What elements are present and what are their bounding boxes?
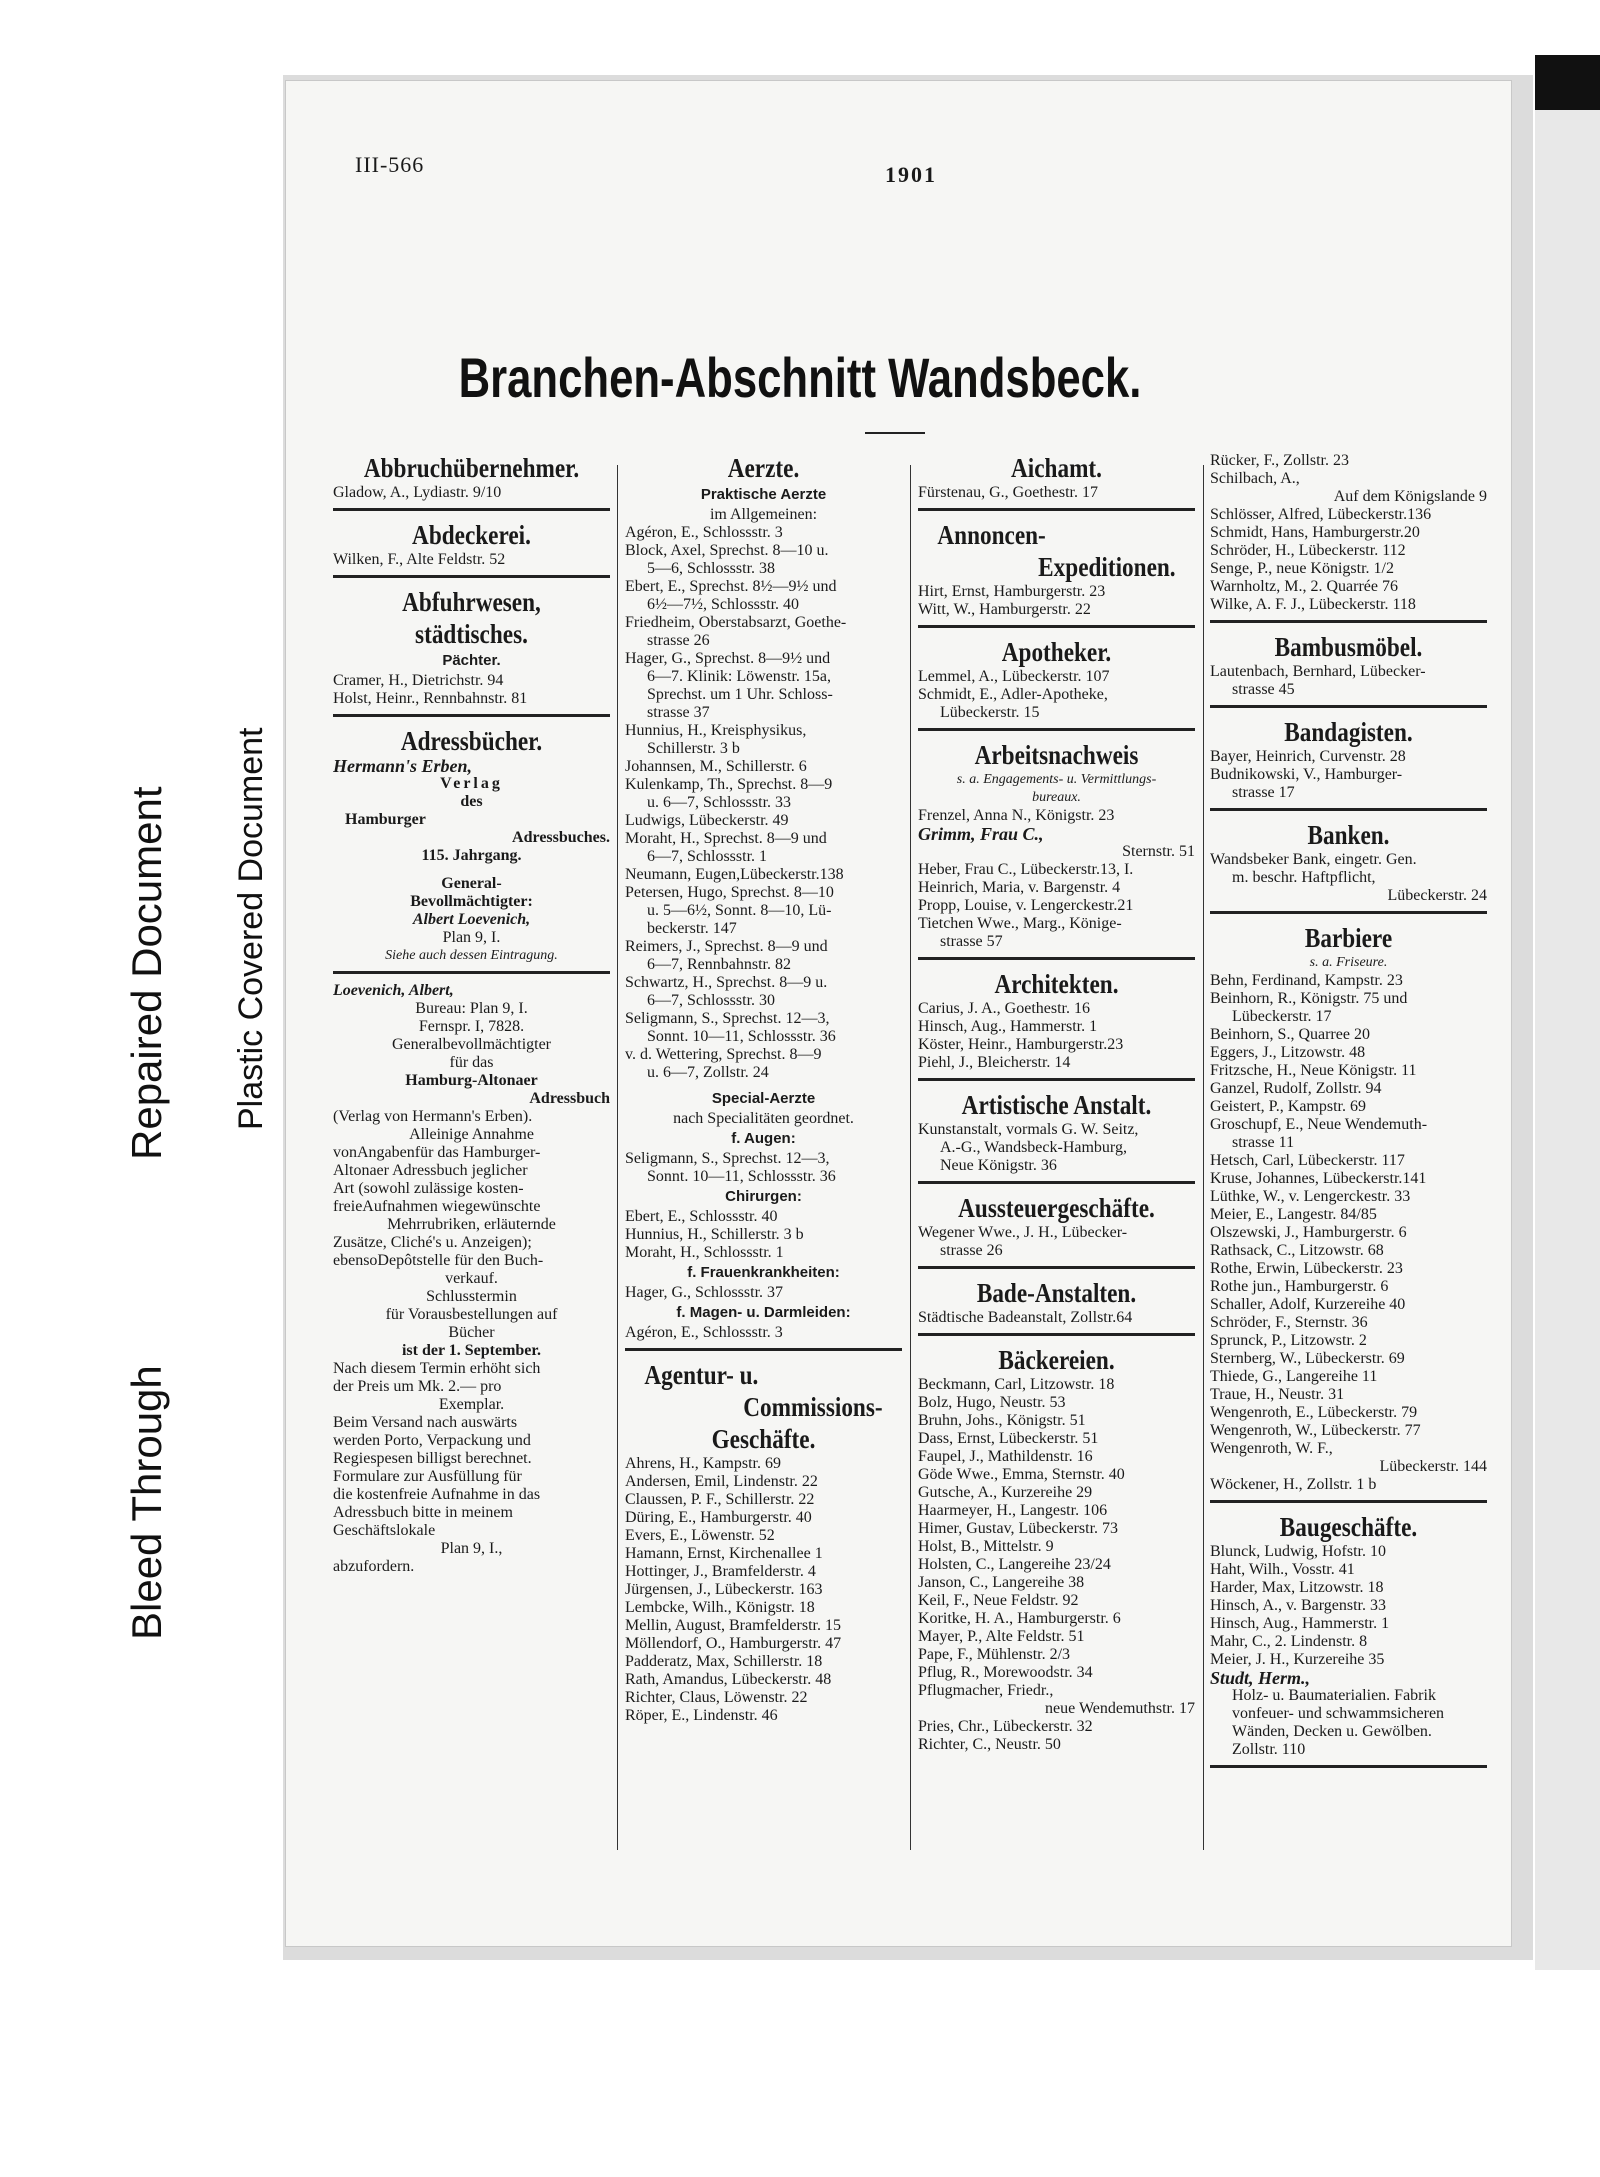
ad-line: Fernspr. I, 7828.: [418, 1018, 525, 1035]
section-heading: Abfuhrwesen,: [402, 587, 541, 617]
ad-note: Siehe auch dessen Eintragung.: [385, 948, 558, 963]
repaired-document-label: Repaired Document: [123, 786, 170, 1160]
entry: Harder, Max, Litzowstr. 18: [1210, 1579, 1384, 1596]
entry: 6—7, Rennbahnstr. 82: [647, 956, 791, 973]
ad-line: vonAngabenfür das Hamburger-: [333, 1144, 541, 1161]
entry: Wegener Wwe., J. H., Lübecker-: [918, 1224, 1128, 1241]
entry: Janson, C., Langereihe 38: [918, 1574, 1085, 1591]
ad-line: 115. Jahrgang.: [421, 847, 522, 864]
entry: Dass, Ernst, Lübeckerstr. 51: [918, 1430, 1099, 1447]
section-note: s. a. Friseure.: [1309, 955, 1388, 970]
entry: Senge, P., neue Königstr. 1/2: [1210, 560, 1394, 577]
page-title: Branchen-Abschnitt Wandsbeck.: [458, 346, 1142, 409]
ad-line: Regiespesen billigst berechnet.: [333, 1450, 532, 1467]
entry: A.-G., Wandsbeck-Hamburg,: [940, 1139, 1127, 1156]
entry: Lübeckerstr. 15: [940, 704, 1040, 721]
section-heading: Bambusmöbel.: [1274, 632, 1423, 662]
entry: Köster, Heinr., Hamburgerstr.23: [918, 1036, 1124, 1053]
ad-line: verkauf.: [445, 1270, 498, 1287]
entry: Agéron, E., Schlossstr. 3: [625, 1324, 783, 1341]
entry: Pflug, R., Morewoodstr. 34: [918, 1664, 1093, 1681]
entry: Pflugmacher, Friedr.,: [918, 1682, 1054, 1699]
subheading-note: nach Specialitäten geordnet.: [673, 1110, 854, 1127]
entry: u. 6—7, Zollstr. 24: [647, 1064, 769, 1081]
entry: Wilken, F., Alte Feldstr. 52: [333, 551, 506, 568]
entry: Haarmeyer, H., Langestr. 106: [918, 1502, 1108, 1519]
entry: Rücker, F., Zollstr. 23: [1210, 452, 1349, 469]
section-rule: [333, 971, 610, 974]
ad-line: ebensoDepôtstelle für den Buch-: [333, 1252, 544, 1269]
entry: Möllendorf, O., Hamburgerstr. 47: [625, 1635, 842, 1652]
entry: Olszewski, J., Hamburgerstr. 6: [1210, 1224, 1407, 1241]
entry: Faupel, J., Mathildenstr. 16: [918, 1448, 1093, 1465]
entry: Gladow, A., Lydiastr. 9/10: [333, 484, 502, 501]
entry: Propp, Louise, v. Lengerckestr.21: [918, 897, 1134, 914]
entry: Pries, Chr., Lübeckerstr. 32: [918, 1718, 1093, 1735]
entry: Ganzel, Rudolf, Zollstr. 94: [1210, 1080, 1382, 1097]
entry: strasse 11: [1232, 1134, 1295, 1151]
entry: Frenzel, Anna N., Königstr. 23: [918, 807, 1115, 824]
ad-line: Formulare zur Ausfüllung für: [333, 1468, 522, 1485]
entry: Ludwigs, Lübeckerstr. 49: [625, 812, 789, 829]
ad-line: Hamburger: [345, 811, 426, 828]
subheading-note: im Allgemeinen:: [709, 506, 818, 523]
entry: Sternberg, W., Lübeckerstr. 69: [1210, 1350, 1405, 1367]
ad-line: Albert Loevenich,: [412, 911, 531, 928]
section-note: s. a. Engagements- u. Vermittlungs-: [956, 772, 1157, 787]
entry: Holz- u. Baumaterialien. Fabrik: [1232, 1687, 1436, 1704]
entry: strasse 26: [647, 632, 710, 649]
section-rule: [333, 508, 610, 511]
entry: Wänden, Decken u. Gewölben.: [1232, 1723, 1432, 1740]
entry: Tietchen Wwe., Marg., Könige-: [918, 915, 1122, 932]
ad-line: Exemplar.: [438, 1396, 505, 1413]
entry: Hinsch, A., v. Bargenstr. 33: [1210, 1597, 1386, 1614]
entry: Meier, E., Langestr. 84/85: [1210, 1206, 1377, 1223]
entry: Ebert, E., Schlossstr. 40: [625, 1208, 778, 1225]
entry: Holst, Heinr., Rennbahnstr. 81: [333, 690, 528, 707]
entry: Groschupf, E., Neue Wendemuth-: [1210, 1116, 1428, 1133]
entry: Lübeckerstr. 144: [1379, 1458, 1487, 1475]
entry: Fürstenau, G., Goethestr. 17: [918, 484, 1098, 501]
entry: Johannsen, M., Schillerstr. 6: [625, 758, 807, 775]
bleed-through-label: Bleed Through: [123, 1365, 170, 1640]
entry: Sonnt. 10—11, Schlossstr. 36: [647, 1028, 836, 1045]
section-rule: [918, 508, 1195, 511]
entry: Wöckener, H., Zollstr. 1 b: [1210, 1476, 1377, 1493]
ad-line: Generalbevollmächtigter: [391, 1036, 552, 1053]
entry: Grimm, Frau C.,: [918, 824, 1044, 844]
section-heading: Aichamt.: [1011, 453, 1102, 483]
entry: Hirt, Ernst, Hamburgerstr. 23: [918, 583, 1106, 600]
title-rule: [865, 432, 925, 434]
subheading: f. Magen- u. Darmleiden:: [676, 1304, 851, 1321]
entry: Keil, F., Neue Feldstr. 92: [918, 1592, 1079, 1609]
entry: Städtische Badeanstalt, Zollstr.64: [918, 1309, 1133, 1326]
entry: Sprechst. um 1 Uhr. Schloss-: [647, 686, 833, 703]
entry: Sprunck, P., Litzowstr. 2: [1210, 1332, 1367, 1349]
entry: v. d. Wettering, Sprechst. 8—9: [625, 1046, 822, 1063]
ad-line: ist der 1. September.: [401, 1342, 542, 1359]
entry: Andersen, Emil, Lindenstr. 22: [625, 1473, 818, 1490]
ad-line: Adressbuch bitte in meinem: [333, 1504, 513, 1521]
page-number: III-566: [355, 152, 425, 177]
section-heading: Aussteuergeschäfte.: [958, 1193, 1155, 1223]
subheading: f. Augen:: [731, 1130, 796, 1147]
entry: Wilke, A. F. J., Lübeckerstr. 118: [1210, 596, 1416, 613]
section-heading: Adressbücher.: [400, 726, 543, 756]
entry: Hetsch, Carl, Lübeckerstr. 117: [1210, 1152, 1405, 1169]
subheading: Praktische Aerzte: [700, 486, 827, 503]
ad-line: Nach diesem Termin erhöht sich: [333, 1360, 541, 1377]
entry: Studt, Herm.,: [1210, 1668, 1311, 1688]
entry: 6½—7½, Schlossstr. 40: [647, 596, 800, 613]
entry: Heber, Frau C., Lübeckerstr.13, I.: [918, 861, 1134, 878]
section-rule: [1210, 911, 1487, 914]
entry: Claussen, P. F., Schillerstr. 22: [625, 1491, 815, 1508]
section-rule: [918, 1078, 1195, 1081]
ad-line: Bureau: Plan 9, I.: [415, 1000, 528, 1017]
entry: strasse 37: [647, 704, 710, 721]
entry: Seligmann, S., Sprechst. 12—3,: [625, 1150, 830, 1167]
entry: Schlösser, Alfred, Lübeckerstr.136: [1210, 506, 1432, 523]
section-rule: [918, 625, 1195, 628]
entry: Block, Axel, Sprechst. 8—10 u.: [625, 542, 829, 559]
entry: Piehl, J., Bleicherstr. 14: [918, 1054, 1071, 1071]
entry: Padderatz, Max, Schillerstr. 18: [625, 1653, 823, 1670]
entry: Budnikowski, V., Hamburger-: [1210, 766, 1403, 783]
ad-line: des: [460, 793, 483, 810]
entry: Richter, Claus, Löwenstr. 22: [625, 1689, 808, 1706]
entry: Bolz, Hugo, Neustr. 53: [918, 1394, 1066, 1411]
column-divider: [617, 465, 618, 1850]
entry: Haht, Wilh., Vosstr. 41: [1210, 1561, 1355, 1578]
entry: Warnholtz, M., 2. Quarrée 76: [1210, 578, 1398, 595]
entry: Neue Königstr. 36: [940, 1157, 1057, 1174]
entry: 6—7, Schlossstr. 30: [647, 992, 776, 1009]
entry: Bayer, Heinrich, Curvenstr. 28: [1210, 748, 1406, 765]
entry: Richter, C., Neustr. 50: [918, 1736, 1061, 1753]
entry: strasse 57: [940, 933, 1003, 950]
entry: Heinrich, Maria, v. Bargenstr. 4: [918, 879, 1121, 896]
entry: m. beschr. Haftpflicht,: [1232, 869, 1376, 886]
entry: 6—7, Schlossstr. 1: [647, 848, 768, 865]
entry: Ebert, E., Sprechst. 8½—9½ und: [625, 578, 837, 595]
entry: Rothe, Erwin, Lübeckerstr. 23: [1210, 1260, 1403, 1277]
entry: Beinhorn, R., Königstr. 75 und: [1210, 990, 1408, 1007]
entry: Koritke, H. A., Hamburgerstr. 6: [918, 1610, 1121, 1627]
entry: Eggers, J., Litzowstr. 48: [1210, 1044, 1366, 1061]
entry: Hinsch, Aug., Hammerstr. 1: [918, 1018, 1098, 1035]
entry: Carius, J. A., Goethestr. 16: [918, 1000, 1090, 1017]
section-heading: städtisches.: [415, 619, 528, 649]
ad-line: Beim Versand nach auswärts: [333, 1414, 518, 1431]
entry: Neumann, Eugen,Lübeckerstr.138: [625, 866, 844, 883]
section-heading: Agentur- u.: [644, 1360, 759, 1390]
entry: Düring, E., Hamburgerstr. 40: [625, 1509, 812, 1526]
ad-line: für Vorausbestellungen auf: [385, 1306, 558, 1323]
section-rule: [1210, 1765, 1487, 1768]
ad-line: (Verlag von Hermann's Erben).: [333, 1108, 533, 1125]
section-heading: Apotheker.: [1001, 637, 1112, 667]
entry: Auf dem Königslande 9: [1333, 488, 1487, 505]
entry: Kruse, Johannes, Lübeckerstr.141: [1210, 1170, 1427, 1187]
entry: Beinhorn, S., Quarree 20: [1210, 1026, 1370, 1043]
section-rule: [918, 957, 1195, 960]
entry: Sonnt. 10—11, Schlossstr. 36: [647, 1168, 836, 1185]
column-divider: [910, 465, 911, 1850]
section-rule: [918, 1266, 1195, 1269]
section-heading: Bäckereien.: [998, 1345, 1115, 1375]
column-3: [918, 452, 1195, 2092]
section-rule: [918, 1333, 1195, 1336]
entry: Behn, Ferdinand, Kampstr. 23: [1210, 972, 1403, 989]
entry: Lembcke, Wilh., Königstr. 18: [625, 1599, 815, 1616]
entry: Petersen, Hugo, Sprechst. 8—10: [625, 884, 834, 901]
entry: Mayer, P., Alte Feldstr. 51: [918, 1628, 1085, 1645]
entry: Schmidt, Hans, Hamburgerstr.20: [1210, 524, 1420, 541]
entry: u. 6—7, Schlossstr. 33: [647, 794, 792, 811]
entry: strasse 17: [1232, 784, 1295, 801]
entry: Hottinger, J., Bramfelderstr. 4: [625, 1563, 816, 1580]
subheading: Pächter.: [442, 652, 501, 669]
entry: Seligmann, S., Sprechst. 12—3,: [625, 1010, 830, 1027]
entry: Agéron, E., Schlossstr. 3: [625, 524, 783, 541]
entry: Moraht, H., Schlossstr. 1: [625, 1244, 784, 1261]
section-heading: Aerzte.: [727, 453, 800, 483]
section-heading: Banken.: [1307, 820, 1390, 850]
entry: Hager, G., Schlossstr. 37: [625, 1284, 784, 1301]
entry: beckerstr. 147: [647, 920, 737, 937]
ad-line: Verlag: [440, 775, 503, 792]
ad-line: Adressbuch: [529, 1090, 610, 1107]
entry: Schmidt, E., Adler-Apotheke,: [918, 686, 1108, 703]
entry: Fritzsche, H., Neue Königstr. 11: [1210, 1062, 1417, 1079]
entry: Schillerstr. 3 b: [647, 740, 740, 757]
section-rule: [1210, 808, 1487, 811]
entry: Hunnius, H., Kreisphysikus,: [625, 722, 807, 739]
section-heading: Abdeckerei.: [412, 520, 531, 550]
ad-line: Plan 9, I.,: [440, 1540, 503, 1557]
section-rule: [625, 1348, 902, 1351]
entry: Schwartz, H., Sprechst. 8—9 u.: [625, 974, 828, 991]
ad-line: werden Porto, Verpackung und: [333, 1432, 531, 1449]
section-rule: [918, 728, 1195, 731]
subheading: f. Frauenkrankheiten:: [687, 1264, 840, 1281]
entry: Rath, Amandus, Lübeckerstr. 48: [625, 1671, 832, 1688]
ad-line: Altonaer Adressbuch jeglicher: [333, 1162, 528, 1179]
entry: Evers, E., Löwenstr. 52: [625, 1527, 775, 1544]
entry: Schaller, Adolf, Kurzereihe 40: [1210, 1296, 1406, 1313]
section-heading: Bade-Anstalten.: [976, 1278, 1137, 1308]
column-divider: [1203, 465, 1204, 1850]
entry: Jürgensen, J., Lübeckerstr. 163: [625, 1581, 823, 1598]
column-1: [333, 452, 610, 2092]
ad-line: Art (sowohl zulässige kosten-: [333, 1180, 524, 1197]
ad-line: Zusätze, Cliché's u. Anzeigen);: [333, 1234, 532, 1251]
entry: Röper, E., Lindenstr. 46: [625, 1707, 778, 1724]
entry: Pape, F., Mühlenstr. 2/3: [918, 1646, 1071, 1663]
section-heading: Bandagisten.: [1284, 717, 1413, 747]
section-heading: Commissions-: [743, 1392, 883, 1422]
column-2: [625, 452, 902, 2092]
entry: Traue, H., Neustr. 31: [1210, 1386, 1345, 1403]
ad-line: Hermann's Erben,: [333, 756, 473, 776]
section-rule: [1210, 1500, 1487, 1503]
entry: Friedheim, Oberstabsarzt, Goethe-: [625, 614, 847, 631]
entry: Wengenroth, W., Lübeckerstr. 77: [1210, 1422, 1421, 1439]
section-rule: [918, 1181, 1195, 1184]
ad-line: der Preis um Mk. 2.— pro: [333, 1378, 502, 1395]
section-heading: Baugeschäfte.: [1279, 1512, 1418, 1542]
entry: Gutsche, A., Kurzereihe 29: [918, 1484, 1093, 1501]
entry: Reimers, J., Sprechst. 8—9 und: [625, 938, 828, 955]
page-year: 1901: [885, 162, 937, 187]
entry: Holsten, C., Langereihe 23/24: [918, 1556, 1111, 1573]
ad-line: Geschäftslokale: [333, 1522, 436, 1539]
entry: Mahr, C., 2. Lindenstr. 8: [1210, 1633, 1368, 1650]
entry: Moraht, H., Sprechst. 8—9 und: [625, 830, 827, 847]
section-heading: Expeditionen.: [1038, 552, 1176, 582]
entry: Himer, Gustav, Lübeckerstr. 73: [918, 1520, 1119, 1537]
ad-line: Loevenich, Albert,: [333, 982, 454, 999]
entry: Hunnius, H., Schillerstr. 3 b: [625, 1226, 804, 1243]
entry: Ahrens, H., Kampstr. 69: [625, 1455, 781, 1472]
entry: Witt, W., Hamburgerstr. 22: [918, 601, 1091, 618]
ad-line: Mehrrubriken, erläuternde: [387, 1216, 556, 1233]
subheading: Chirurgen:: [725, 1188, 802, 1205]
entry: strasse 26: [940, 1242, 1003, 1259]
ad-line: Hamburg-Altonaer: [405, 1072, 538, 1089]
entry: Sternstr. 51: [1122, 843, 1195, 860]
entry: Schröder, F., Sternstr. 36: [1210, 1314, 1368, 1331]
section-heading: Geschäfte.: [711, 1424, 816, 1454]
section-rule: [333, 714, 610, 717]
entry: Thiede, G., Langereihe 11: [1210, 1368, 1378, 1385]
section-heading: Abbruchübernehmer.: [363, 453, 580, 483]
ad-line: Alleinige Annahme: [409, 1126, 534, 1143]
scan-edge-strip: [1535, 55, 1600, 1970]
entry: Wengenroth, E., Lübeckerstr. 79: [1210, 1404, 1418, 1421]
entry: Lüthke, W., v. Lengerckestr. 33: [1210, 1188, 1411, 1205]
entry: Wengenroth, W. F.,: [1210, 1440, 1333, 1457]
ad-line: Bücher: [448, 1324, 495, 1341]
entry: Hamann, Ernst, Kirchenallee 1: [625, 1545, 823, 1562]
entry: neue Wendemuthstr. 17: [1045, 1700, 1195, 1717]
entry: Holst, B., Mittelstr. 9: [918, 1538, 1054, 1555]
entry: 5—6, Schlossstr. 38: [647, 560, 776, 577]
ad-line: freieAufnahmen wiegewünschte: [333, 1198, 541, 1215]
entry: Zollstr. 110: [1232, 1741, 1306, 1758]
ad-line: Bevollmächtigter:: [410, 893, 533, 910]
entry: Lübeckerstr. 17: [1232, 1008, 1332, 1025]
entry: Mellin, August, Bramfelderstr. 15: [625, 1617, 841, 1634]
entry: vonfeuer- und schwammsicheren: [1232, 1705, 1445, 1722]
ad-line: Schlusstermin: [426, 1288, 517, 1305]
entry: Bruhn, Johs., Königstr. 51: [918, 1412, 1086, 1429]
entry: Rothe jun., Hamburgerstr. 6: [1210, 1278, 1389, 1295]
section-rule: [1210, 705, 1487, 708]
entry: Wandsbeker Bank, eingetr. Gen.: [1210, 851, 1417, 868]
entry: Kunstanstalt, vormals G. W. Seitz,: [918, 1121, 1139, 1138]
entry: u. 5—6½, Sonnt. 8—10, Lü-: [647, 902, 832, 919]
entry: Lübeckerstr. 24: [1387, 887, 1487, 904]
entry: Göde Wwe., Emma, Sternstr. 40: [918, 1466, 1125, 1483]
scan-edge-dark-corner: [1535, 55, 1600, 110]
entry: Hinsch, Aug., Hammerstr. 1: [1210, 1615, 1390, 1632]
ad-line: für das: [449, 1054, 494, 1071]
section-note: bureaux.: [1032, 790, 1081, 805]
entry: 6—7. Klinik: Löwenstr. 15a,: [647, 668, 831, 685]
ad-line: abzufordern.: [333, 1558, 415, 1575]
entry: Hager, G., Sprechst. 8—9½ und: [625, 650, 831, 667]
section-heading: Barbiere: [1304, 923, 1393, 953]
entry: Lautenbach, Bernhard, Lübecker-: [1210, 663, 1426, 680]
entry: Cramer, H., Dietrichstr. 94: [333, 672, 504, 689]
ad-line: Plan 9, I.: [442, 929, 501, 946]
entry: Meier, J. H., Kurzereihe 35: [1210, 1651, 1385, 1668]
column-4: [1210, 452, 1487, 2092]
entry: strasse 45: [1232, 681, 1295, 698]
section-rule: [333, 575, 610, 578]
entry: Rathsack, C., Litzowstr. 68: [1210, 1242, 1384, 1259]
entry: Schilbach, A.,: [1210, 470, 1300, 487]
entry: Kulenkamp, Th., Sprechst. 8—9: [625, 776, 833, 793]
entry: Lemmel, A., Lübeckerstr. 107: [918, 668, 1110, 685]
subheading: Special-Aerzte: [711, 1090, 816, 1107]
entry: Beckmann, Carl, Litzowstr. 18: [918, 1376, 1115, 1393]
section-heading: Annoncen-: [937, 520, 1046, 550]
section-heading: Architekten.: [994, 969, 1119, 999]
section-heading: Artistische Anstalt.: [961, 1090, 1152, 1120]
entry: Blunck, Ludwig, Hofstr. 10: [1210, 1543, 1386, 1560]
ad-line: Adressbuches.: [512, 829, 610, 846]
entry: Schröder, H., Lübeckerstr. 112: [1210, 542, 1406, 559]
section-heading: Arbeitsnachweis: [974, 740, 1139, 770]
entry: Geistert, P., Kampstr. 69: [1210, 1098, 1366, 1115]
ad-line: die kostenfreie Aufnahme in das: [333, 1486, 541, 1503]
ad-line: General-: [441, 875, 502, 892]
plastic-covered-label: Plastic Covered Document: [232, 727, 270, 1130]
section-rule: [1210, 620, 1487, 623]
